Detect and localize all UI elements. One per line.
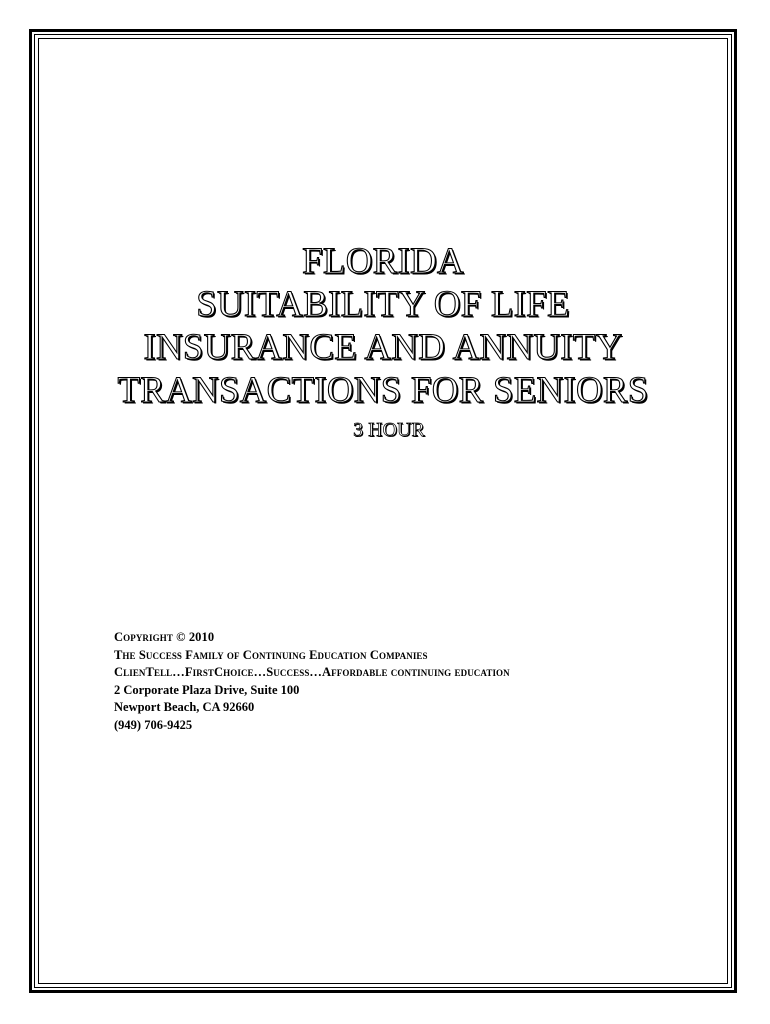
title-block [38,240,728,442]
address-line-2: Newport Beach, CA 92660 [114,700,255,714]
course-hours: 3 HOUR [353,419,425,441]
brand-list: ClienTell…FirstChoice…Success…Affordable continuing education [114,665,510,679]
phone-number: (949) 706-9425 [114,717,193,732]
address-line-1: 2 Corporate Plaza Drive, Suite 100 [114,682,300,697]
title-line-2: SUITABILITY OF LIFE [196,284,570,325]
company-family: The Success Family of Continuing Education Companies [114,647,428,662]
title-line-3: INSURANCE AND ANNUITY [143,327,623,368]
publisher-info [114,629,510,734]
title-line-4: TRANSACTIONS FOR SENIORS [117,370,649,411]
copyright-notice: Copyright © 2010 [114,630,215,644]
title-line-1: FLORIDA [302,241,464,282]
page-border-inner [38,38,728,984]
